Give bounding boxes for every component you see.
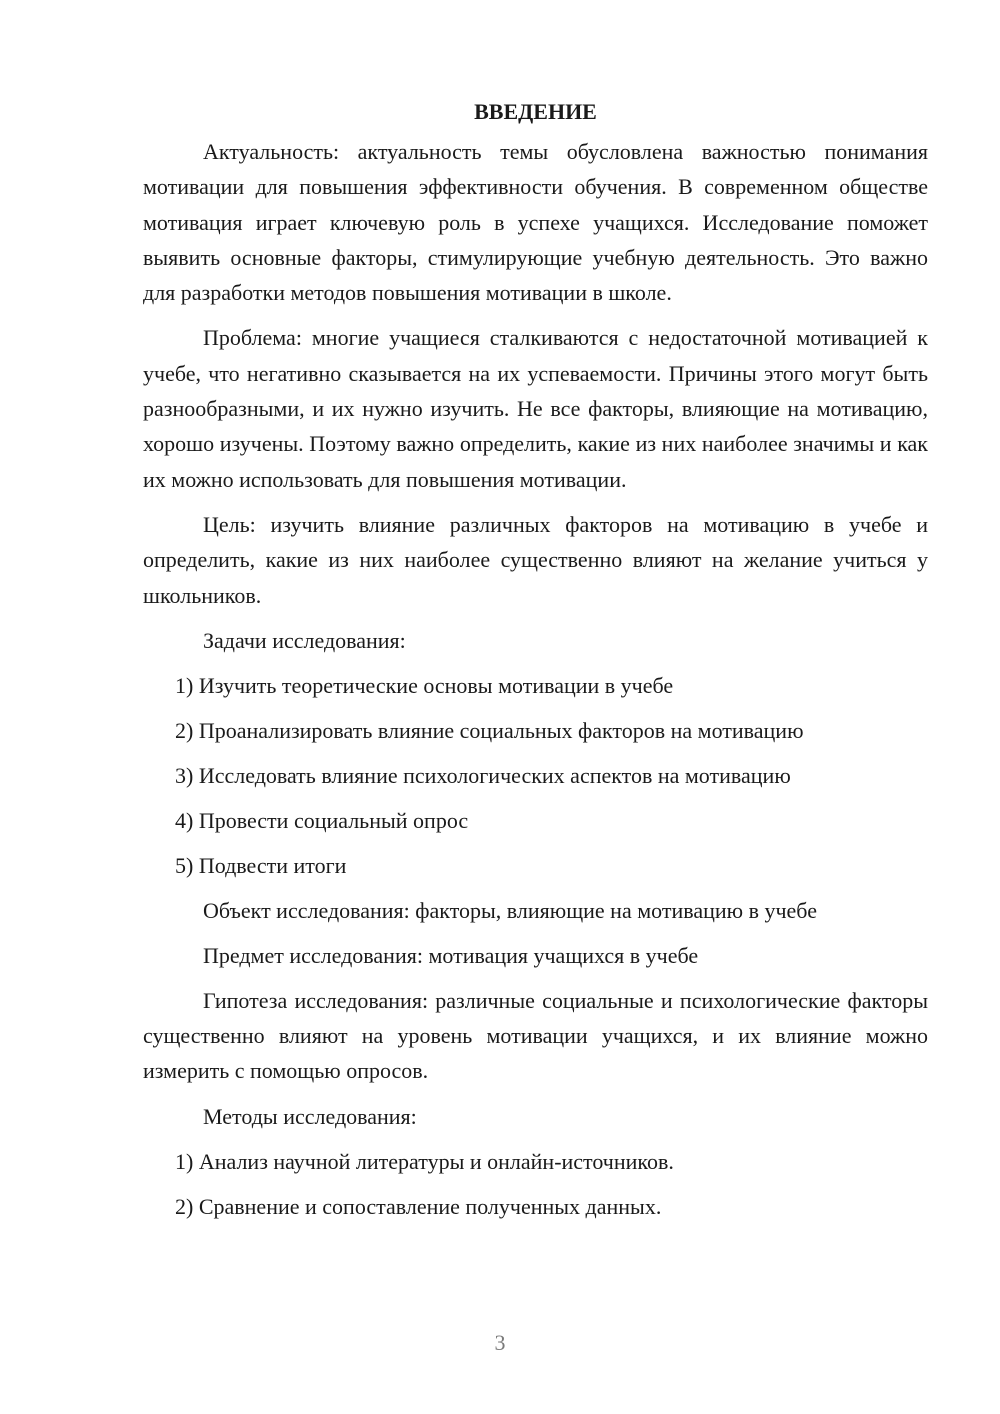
- relevance-paragraph: Актуальность: актуальность темы обусловлена важностью понимания мотивации для повышения эффективности обучения. В современном обществе мотивация играет ключевую роль в успехе учащихся. Исследование поможет выявить основные факторы, стимулирующие учебную деятельность. Это важно для разработки методов повышения мотивации в школе.: [143, 139, 928, 306]
- document-page: [143, 90, 928, 1234]
- methods-heading: Методы исследования:: [203, 1103, 417, 1129]
- task-item-4: 4) Провести социальный опрос: [175, 807, 469, 833]
- page-title: ВВЕДЕНИЕ: [474, 99, 597, 124]
- task-item-1: 1) Изучить теоретические основы мотивации в учебе: [175, 672, 674, 698]
- task-item-5: 5) Подвести итоги: [175, 852, 347, 878]
- research-object: Объект исследования: факторы, влияющие на мотивацию в учебе: [203, 897, 817, 923]
- problem-paragraph: Проблема: многие учащиеся сталкиваются с недостаточной мотивацией к учебе, что негативно сказывается на их успеваемости. Причины этого могут быть разнообразными, и их нужно изучить. Не все факторы, влияющие на мотивацию, хорошо изучены. Поэтому важно определить, какие из них наиболее значимы и как их можно использовать для повышения мотивации.: [143, 325, 928, 492]
- page-number: 3: [494, 1330, 506, 1355]
- method-item-2: 2) Сравнение и сопоставление полученных данных.: [175, 1193, 662, 1219]
- task-item-3: 3) Исследовать влияние психологических аспектов на мотивацию: [175, 762, 791, 788]
- goal-paragraph: Цель: изучить влияние различных факторов на мотивацию в учебе и определить, какие из них наиболее существенно влияют на желание учиться у школьников.: [143, 511, 928, 608]
- research-subject: Предмет исследования: мотивация учащихся в учебе: [203, 942, 699, 968]
- hypothesis-paragraph: Гипотеза исследования: различные социальные и психологические факторы существенно влияют на уровень мотивации учащихся, и их влияние можно измерить с помощью опросов.: [143, 987, 928, 1084]
- method-item-1: 1) Анализ научной литературы и онлайн-источников.: [175, 1148, 674, 1174]
- tasks-heading: Задачи исследования:: [203, 627, 406, 653]
- task-item-2: 2) Проанализировать влияние социальных факторов на мотивацию: [175, 717, 804, 743]
